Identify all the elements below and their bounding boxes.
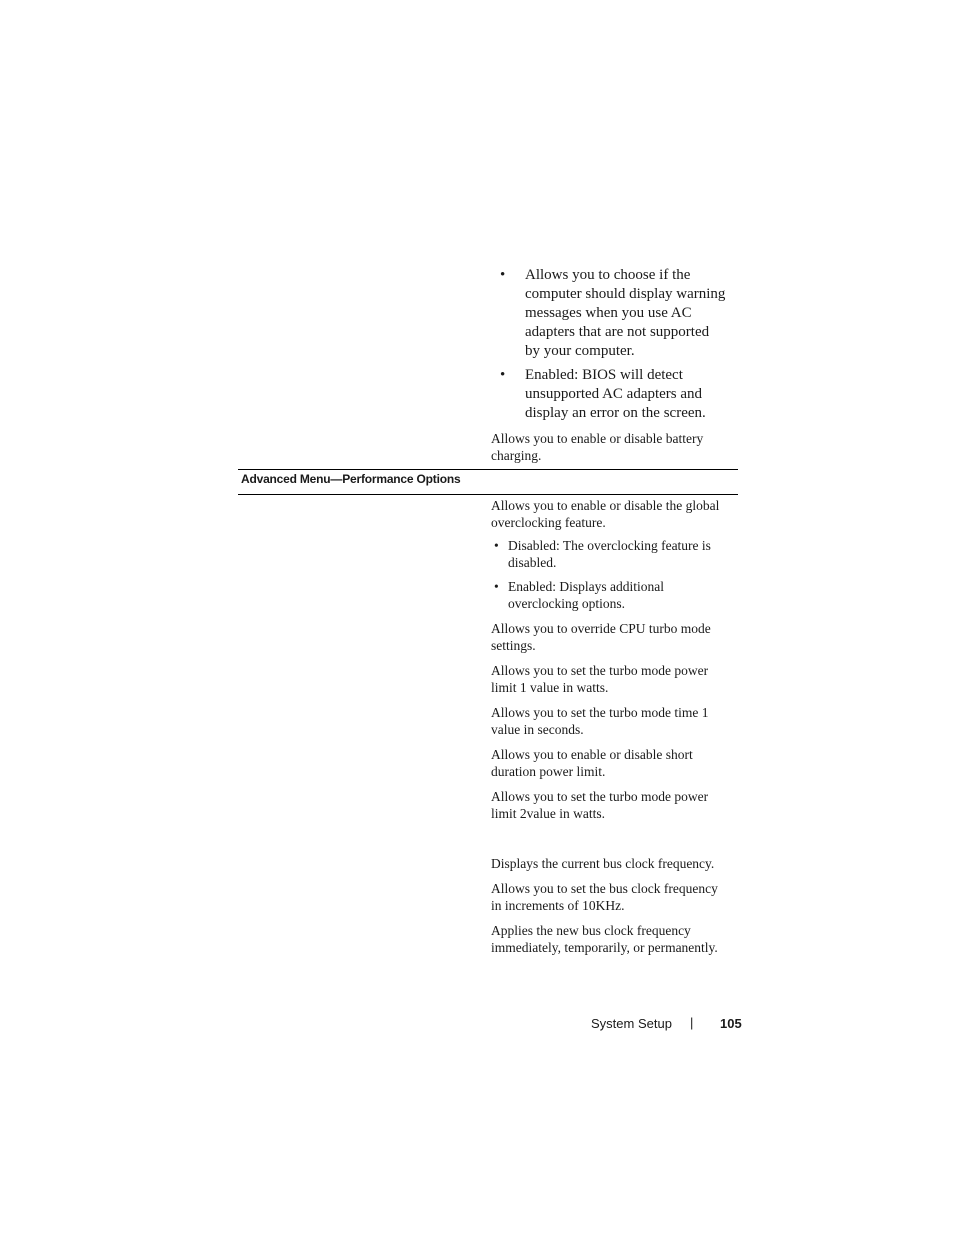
battery-description — [491, 430, 741, 464]
text-line: overclocking options. — [508, 596, 625, 611]
turbo-override-description — [491, 620, 741, 654]
text-line: Allows you to override CPU turbo mode — [491, 621, 711, 636]
text-line: messages when you use AC — [525, 305, 692, 321]
text-line: Allows you to set the turbo mode time 1 — [491, 705, 709, 720]
text-line: Allows you to enable or disable short — [491, 747, 693, 762]
text-line: Enabled: Displays additional — [508, 579, 664, 594]
overclock-intro — [491, 497, 741, 531]
text-line: immediately, temporarily, or permanently. — [491, 940, 718, 955]
bullet-marker: • — [494, 538, 499, 553]
text-line: Allows you to choose if the — [525, 267, 691, 283]
text-line: Enabled: BIOS will detect — [525, 367, 683, 383]
turbo-power-limit-1-description — [491, 662, 741, 696]
text-line: settings. — [491, 638, 536, 653]
bus-clock-apply-description — [491, 922, 741, 956]
footer-section-title: System Setup — [591, 1016, 672, 1031]
text-line: Displays the current bus clock frequency. — [491, 856, 715, 871]
text-line: computer should display warning — [525, 286, 726, 302]
text-line: by your computer. — [525, 343, 635, 359]
text-line: Allows you to enable or disable the global — [491, 498, 720, 513]
text-line: display an error on the screen. — [525, 405, 706, 421]
text-line: Disabled: The overclocking feature is — [508, 538, 711, 553]
text-line: Allows you to set the turbo mode power — [491, 789, 709, 804]
text-line: value in seconds. — [491, 722, 584, 737]
text-line: disabled. — [508, 555, 557, 570]
text-line: duration power limit. — [491, 764, 606, 779]
table-rule-bottom — [238, 494, 738, 495]
footer-separator: | — [690, 1015, 694, 1030]
text-line: Applies the new bus clock frequency — [491, 923, 691, 938]
turbo-time-1-description — [491, 704, 741, 738]
text-line: unsupported AC adapters and — [525, 386, 703, 402]
text-line: Allows you to set the turbo mode power — [491, 663, 709, 678]
turbo-power-limit-2-description — [491, 788, 741, 822]
bus-clock-current-description — [491, 855, 741, 872]
text-line: overclocking feature. — [491, 515, 606, 530]
text-line: adapters that are not supported — [525, 324, 710, 340]
section-heading: Advanced Menu—Performance Options — [241, 472, 461, 486]
text-line: in increments of 10KHz. — [491, 898, 625, 913]
short-duration-power-description — [491, 746, 741, 780]
bullet-marker: • — [500, 267, 506, 283]
bullet-marker: • — [494, 579, 499, 594]
text-line: Allows you to enable or disable battery — [491, 431, 704, 446]
page-number: 105 — [720, 1016, 742, 1031]
text-line: limit 1 value in watts. — [491, 680, 609, 695]
text-line: Allows you to set the bus clock frequency — [491, 881, 718, 896]
table-rule-top — [238, 469, 738, 470]
text-line: charging. — [491, 448, 542, 463]
text-line: limit 2value in watts. — [491, 806, 605, 821]
bullet-marker: • — [500, 367, 506, 383]
bus-clock-set-description — [491, 880, 741, 914]
